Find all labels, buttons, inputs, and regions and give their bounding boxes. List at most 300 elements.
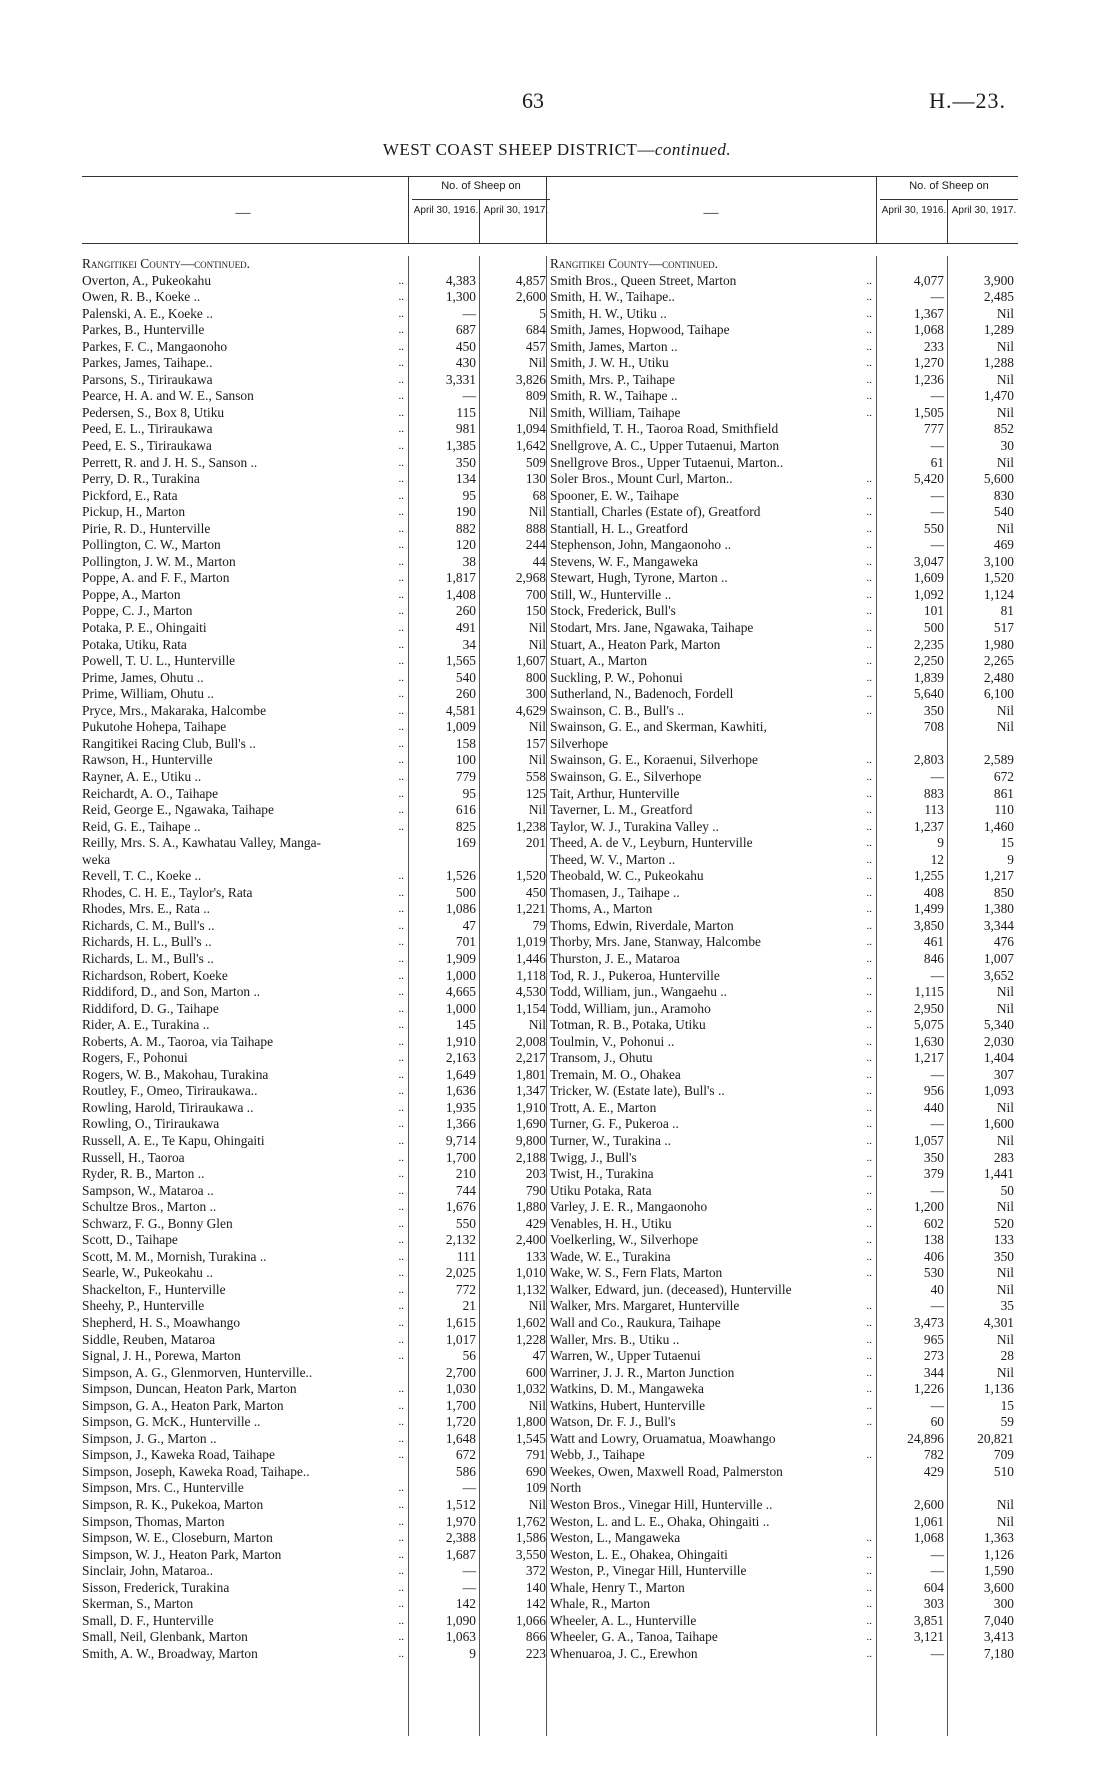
leader-dots: .. bbox=[398, 1118, 404, 1131]
sheep-1916: 3,473 bbox=[913, 1315, 944, 1330]
table-row bbox=[550, 802, 1018, 819]
sheep-1916: 779 bbox=[455, 768, 476, 784]
table-row bbox=[82, 471, 550, 488]
sheep-1916: — bbox=[930, 1645, 944, 1661]
table-row bbox=[82, 603, 550, 620]
leader-dots: .. bbox=[866, 1598, 872, 1611]
sheep-1917: 1,228 bbox=[515, 1331, 546, 1347]
owner-name: Swainson, G. E., Silverhope bbox=[550, 768, 702, 784]
sheep-1917: Nil bbox=[996, 1099, 1014, 1115]
sheep-1917: 125 bbox=[525, 785, 546, 801]
leader-dots: .. bbox=[398, 1283, 404, 1296]
sheep-1917: 1,288 bbox=[983, 355, 1014, 371]
leader-dots: .. bbox=[398, 1085, 404, 1098]
sheep-1917: 81 bbox=[1000, 603, 1014, 619]
owner-name: Reichardt, A. O., Taihape bbox=[82, 785, 219, 801]
sheep-1917: 457 bbox=[525, 338, 546, 354]
leader-dots: .. bbox=[866, 1035, 872, 1048]
leader-dots: .. bbox=[866, 489, 872, 502]
leader-dots: .. bbox=[866, 936, 872, 949]
owner-name: Simpson, Joseph, Kaweka Road, Taihape.. bbox=[82, 1463, 310, 1479]
owner-name: Pryce, Mrs., Makaraka, Halcombe bbox=[82, 702, 267, 718]
owner-name: Webb, J., Taihape bbox=[550, 1447, 645, 1463]
table-row bbox=[82, 1547, 550, 1564]
leader-dots: .. bbox=[866, 952, 872, 965]
sheep-1916: 430 bbox=[455, 355, 476, 371]
leader-dots: .. bbox=[398, 986, 404, 999]
table-row bbox=[82, 1017, 550, 1034]
owner-name: Snellgrove Bros., Upper Tutaenui, Marton.. bbox=[550, 454, 784, 470]
leader-dots: .. bbox=[398, 1300, 404, 1313]
sheep-1917: 672 bbox=[993, 768, 1014, 784]
table-row bbox=[82, 835, 550, 852]
sheep-1917: 283 bbox=[993, 1149, 1014, 1165]
sheep-1917: 1,642 bbox=[515, 438, 546, 454]
column-divider bbox=[947, 199, 948, 243]
owner-name: Simpson, Thomas, Marton bbox=[82, 1513, 225, 1529]
sheep-1916: 429 bbox=[923, 1463, 944, 1479]
sheep-1916: 134 bbox=[455, 471, 476, 487]
owner-name: Smith, James, Hopwood, Taihape bbox=[550, 322, 730, 338]
leader-dots: .. bbox=[398, 1532, 404, 1545]
table-row bbox=[82, 769, 550, 786]
table-row bbox=[550, 637, 1018, 654]
table-row bbox=[82, 819, 550, 836]
leader-dots: .. bbox=[398, 820, 404, 833]
table-row bbox=[82, 984, 550, 1001]
owner-name: Potaka, P. E., Ohingaiti bbox=[82, 620, 207, 636]
owner-name: Pickford, E., Rata bbox=[82, 487, 178, 503]
sheep-1917: 1,446 bbox=[515, 950, 546, 966]
owner-name: Watkins, D. M., Mangaweka bbox=[550, 1381, 704, 1397]
leader-dots: .. bbox=[866, 1548, 872, 1561]
sheep-1917: 690 bbox=[525, 1463, 546, 1479]
table-row bbox=[82, 1183, 550, 1200]
sheep-1917: 809 bbox=[525, 388, 546, 404]
table-row bbox=[82, 1447, 550, 1464]
sheep-1917: 79 bbox=[532, 917, 546, 933]
owner-name: Watson, Dr. F. J., Bull's bbox=[550, 1414, 676, 1430]
leader-dots: .. bbox=[866, 1019, 872, 1032]
sheep-1917: 540 bbox=[993, 504, 1014, 520]
sheep-1916: 602 bbox=[923, 1215, 944, 1231]
sheep-1916: 1,526 bbox=[445, 868, 476, 884]
owner-name: Warren, W., Upper Tutaenui bbox=[550, 1348, 701, 1364]
sheep-1917: Nil bbox=[996, 1265, 1014, 1281]
sheep-1917: Nil bbox=[528, 1017, 546, 1033]
owner-name: Rawson, H., Hunterville bbox=[82, 752, 213, 768]
sheep-1917: 852 bbox=[993, 421, 1014, 437]
leader-dots: .. bbox=[866, 1101, 872, 1114]
sheep-1916: 1,609 bbox=[913, 570, 944, 586]
table-row bbox=[550, 686, 1018, 703]
sheep-1916: 965 bbox=[923, 1331, 944, 1347]
owner-name: Venables, H. H., Utiku bbox=[550, 1215, 672, 1231]
sheep-1917: Nil bbox=[528, 504, 546, 520]
sheep-1916: 846 bbox=[923, 950, 944, 966]
owner-name: Taverner, L. M., Greatford bbox=[550, 802, 693, 818]
sheep-1916: 1,200 bbox=[913, 1199, 944, 1215]
leader-dots: .. bbox=[866, 539, 872, 552]
column-divider bbox=[479, 199, 480, 243]
owner-name: Rangitikei County—continued. bbox=[82, 256, 250, 271]
sheep-1917: 2,600 bbox=[515, 289, 546, 305]
owner-name: Poppe, A., Marton bbox=[82, 586, 181, 602]
leader-dots: .. bbox=[398, 754, 404, 767]
leader-dots: .. bbox=[866, 390, 872, 403]
leader-dots: .. bbox=[398, 886, 404, 899]
owner-name: Thoms, Edwin, Riverdale, Marton bbox=[550, 917, 734, 933]
sheep-1917: 684 bbox=[525, 322, 546, 338]
leader-dots: .. bbox=[866, 820, 872, 833]
leader-dots: .. bbox=[866, 1647, 872, 1660]
leader-dots: .. bbox=[866, 1581, 872, 1594]
leader-dots: .. bbox=[398, 1399, 404, 1412]
table-row bbox=[550, 471, 1018, 488]
sheep-1916: 1,300 bbox=[445, 289, 476, 305]
table-row bbox=[82, 719, 550, 736]
sheep-1916: 273 bbox=[923, 1348, 944, 1364]
sheep-1917: 1,136 bbox=[983, 1381, 1014, 1397]
page-header bbox=[0, 88, 1114, 118]
sheep-1916: 4,077 bbox=[913, 272, 944, 288]
leader-dots: .. bbox=[866, 903, 872, 916]
leader-dots: .. bbox=[866, 1317, 872, 1329]
document-reference: H.—23. bbox=[929, 88, 1006, 113]
table-row bbox=[82, 934, 550, 951]
owner-name: Sampson, W., Mataroa .. bbox=[82, 1182, 214, 1198]
sheep-1916: 408 bbox=[923, 884, 944, 900]
leader-dots: .. bbox=[866, 1118, 872, 1131]
table-row bbox=[550, 1166, 1018, 1183]
sheep-1916: — bbox=[930, 487, 944, 503]
table-row bbox=[82, 786, 550, 803]
leader-dots: .. bbox=[398, 1101, 404, 1114]
owner-name: Schultze Bros., Marton .. bbox=[82, 1199, 217, 1215]
leader-dots: .. bbox=[398, 340, 404, 353]
sheep-1916: 687 bbox=[455, 322, 476, 338]
owner-name: Watkins, Hubert, Hunterville bbox=[550, 1397, 706, 1413]
sheep-1916: 1,236 bbox=[913, 371, 944, 387]
table-row bbox=[550, 554, 1018, 571]
leader-dots: .. bbox=[866, 1250, 872, 1263]
owner-name: Stantiall, Charles (Estate of), Greatford bbox=[550, 504, 761, 520]
sheep-1917: Nil bbox=[996, 371, 1014, 387]
leader-dots: .. bbox=[866, 274, 872, 287]
table-row bbox=[550, 587, 1018, 604]
sheep-1917: 28 bbox=[1000, 1348, 1014, 1364]
owner-name: Russell, H., Taoroa bbox=[82, 1149, 185, 1165]
sheep-1916: 2,950 bbox=[913, 1000, 944, 1016]
sheep-1917: 1,363 bbox=[983, 1530, 1014, 1546]
sheep-1916: 113 bbox=[924, 802, 944, 818]
sheep-1916: 9 bbox=[937, 835, 944, 851]
owner-name: Overton, A., Pukeokahu bbox=[82, 272, 212, 288]
sheep-1916: 38 bbox=[462, 553, 476, 569]
sheep-1916: 120 bbox=[455, 537, 476, 553]
table-row bbox=[82, 339, 550, 356]
leader-dots: .. bbox=[398, 1515, 404, 1528]
owner-name: Pedersen, S., Box 8, Utiku bbox=[82, 404, 225, 420]
sheep-1917: 1,800 bbox=[515, 1414, 546, 1430]
table-row bbox=[82, 1067, 550, 1084]
table-row bbox=[550, 1315, 1018, 1332]
sheep-1916: 24,896 bbox=[907, 1430, 944, 1446]
owner-name: Stock, Frederick, Bull's bbox=[550, 603, 676, 619]
table-row bbox=[550, 951, 1018, 968]
table-row bbox=[550, 438, 1018, 455]
sheep-1916: 540 bbox=[455, 669, 476, 685]
owner-name: Totman, R. B., Potaka, Utiku bbox=[550, 1017, 706, 1033]
sheep-1916: 1,092 bbox=[913, 586, 944, 602]
sheep-1917: 307 bbox=[993, 1066, 1014, 1082]
sheep-1917: Nil bbox=[528, 404, 546, 420]
leader-dots: .. bbox=[398, 1052, 404, 1065]
table-row bbox=[550, 1580, 1018, 1597]
sheep-1917: 2,968 bbox=[515, 570, 546, 586]
sheep-1916: 190 bbox=[455, 504, 476, 520]
sheep-1916: 530 bbox=[923, 1265, 944, 1281]
sheep-1916: 1,237 bbox=[913, 818, 944, 834]
leader-dots: .. bbox=[398, 473, 404, 486]
table-row bbox=[550, 1447, 1018, 1464]
owner-name: Twist, H., Turakina bbox=[550, 1166, 654, 1182]
owner-name: Stuart, A., Heaton Park, Marton bbox=[550, 636, 721, 652]
table-row bbox=[82, 752, 550, 769]
sheep-1916: 500 bbox=[455, 884, 476, 900]
sheep-1916: 5,420 bbox=[913, 471, 944, 487]
owner-name: Rowling, Harold, Tiriraukawa .. bbox=[82, 1099, 254, 1115]
sheep-1916: — bbox=[930, 504, 944, 520]
leader-dots: .. bbox=[398, 952, 404, 965]
table-row bbox=[550, 868, 1018, 885]
sheep-1916: 1,063 bbox=[445, 1629, 476, 1645]
sheep-1917: 2,188 bbox=[515, 1149, 546, 1165]
sheep-1917: Nil bbox=[996, 1497, 1014, 1513]
owner-name: Thorby, Mrs. Jane, Stanway, Halcombe bbox=[550, 934, 761, 950]
owner-name: Reid, G. E., Taihape .. bbox=[82, 818, 201, 834]
sheep-1916: 1,270 bbox=[913, 355, 944, 371]
sheep-1916: 100 bbox=[455, 752, 476, 768]
sheep-1917: 5,600 bbox=[983, 471, 1014, 487]
sheep-1917: 1,801 bbox=[515, 1066, 546, 1082]
sheep-1916: 1,115 bbox=[914, 984, 944, 1000]
sheep-1917: 35 bbox=[1000, 1298, 1014, 1314]
sheep-1917: 1,545 bbox=[515, 1430, 546, 1446]
leader-dots: .. bbox=[866, 522, 872, 535]
section-heading bbox=[82, 256, 550, 273]
sheep-1917: 800 bbox=[525, 669, 546, 685]
leader-dots: .. bbox=[866, 1565, 872, 1578]
sheep-1917: 9 bbox=[1007, 851, 1014, 867]
table-row bbox=[550, 455, 1018, 472]
leader-dots: .. bbox=[866, 1151, 872, 1164]
sheep-1917: 1,520 bbox=[983, 570, 1014, 586]
leader-dots: .. bbox=[398, 655, 404, 668]
sheep-1917: 1,460 bbox=[983, 818, 1014, 834]
sheep-1917: 1,520 bbox=[515, 868, 546, 884]
owner-name: Varley, J. E. R., Mangaonoho bbox=[550, 1199, 708, 1215]
table-header bbox=[550, 176, 1018, 244]
sheep-1917: 4,301 bbox=[983, 1315, 1014, 1330]
sheep-1917: 203 bbox=[525, 1166, 546, 1182]
sheep-1916: 350 bbox=[923, 1149, 944, 1165]
owner-name: Riddiford, D. G., Taihape bbox=[82, 1000, 219, 1016]
leader-dots: .. bbox=[866, 473, 872, 486]
table-row bbox=[550, 1596, 1018, 1613]
owner-name: Parsons, S., Tiriraukawa bbox=[82, 371, 213, 387]
sheep-1917: 888 bbox=[525, 520, 546, 536]
sheep-1917: 1,880 bbox=[515, 1199, 546, 1215]
sheep-1916: 1,086 bbox=[445, 901, 476, 917]
sheep-1917: 5 bbox=[539, 305, 546, 321]
leader-dots: .. bbox=[398, 1499, 404, 1512]
sheep-1916: 586 bbox=[455, 1463, 476, 1479]
owner-name: Taylor, W. J., Turakina Valley .. bbox=[550, 818, 720, 834]
sheep-1917: 1,470 bbox=[983, 388, 1014, 404]
sheep-1916: 604 bbox=[923, 1579, 944, 1595]
table-row bbox=[82, 1431, 550, 1448]
table-row bbox=[550, 769, 1018, 786]
sheep-1916: 1,676 bbox=[445, 1199, 476, 1215]
sheep-1916: 260 bbox=[455, 686, 476, 702]
table-row bbox=[82, 388, 550, 405]
table-row bbox=[550, 1116, 1018, 1133]
sheep-1916: 56 bbox=[462, 1348, 476, 1364]
table-row bbox=[82, 852, 550, 869]
sheep-1916: 350 bbox=[455, 454, 476, 470]
leader-dots: .. bbox=[398, 324, 404, 337]
owner-name: Wade, W. E., Turakina bbox=[550, 1248, 671, 1264]
owner-name: Rowling, O., Tiriraukawa bbox=[82, 1116, 220, 1132]
table-row bbox=[82, 1580, 550, 1597]
table-row bbox=[82, 421, 550, 438]
owner-name: Simpson, G. A., Heaton Park, Marton bbox=[82, 1397, 284, 1413]
leader-dots: .. bbox=[398, 870, 404, 883]
sheep-1917: 3,600 bbox=[983, 1579, 1014, 1595]
sheep-1916: 210 bbox=[455, 1166, 476, 1182]
sheep-1917: 3,344 bbox=[983, 917, 1014, 933]
sheep-1917: 2,589 bbox=[983, 752, 1014, 768]
table-row bbox=[550, 603, 1018, 620]
leader-dots: .. bbox=[398, 1217, 404, 1230]
sheep-1917: 791 bbox=[525, 1447, 546, 1463]
table-row bbox=[550, 1381, 1018, 1398]
table-row bbox=[550, 901, 1018, 918]
owner-name: Simpson, W. J., Heaton Park, Marton bbox=[82, 1546, 282, 1562]
owner-name: Theed, W. V., Marton .. bbox=[550, 851, 676, 867]
leader-dots: .. bbox=[398, 1201, 404, 1214]
sheep-1917: 59 bbox=[1000, 1414, 1014, 1430]
sheep-1916: 1,000 bbox=[445, 1000, 476, 1016]
leader-dots: .. bbox=[398, 1333, 404, 1346]
table-row bbox=[82, 273, 550, 290]
table-row bbox=[82, 1265, 550, 1282]
table-row bbox=[82, 438, 550, 455]
sheep-1917: 1,019 bbox=[515, 934, 546, 950]
sheep-1917: 4,530 bbox=[515, 984, 546, 1000]
table-row bbox=[82, 587, 550, 604]
sheep-1916: 1,057 bbox=[913, 1132, 944, 1148]
sheep-1917: 476 bbox=[993, 934, 1014, 950]
year-1916-header: April 30, 1916. bbox=[413, 205, 479, 216]
owner-name: Walker, Edward, jun. (deceased), Hunterville bbox=[550, 1281, 792, 1297]
table-row bbox=[82, 1199, 550, 1216]
sheep-1917: 1,118 bbox=[516, 967, 546, 983]
owner-name: Smith, R. W., Taihape .. bbox=[550, 388, 678, 404]
table-row bbox=[550, 1365, 1018, 1382]
owner-name: Peed, E. S., Tiriraukawa bbox=[82, 438, 212, 454]
table-row bbox=[550, 968, 1018, 985]
group-rule bbox=[880, 199, 1018, 200]
leader-dots: .. bbox=[866, 704, 872, 717]
owner-name: Tricker, W. (Estate late), Bull's .. bbox=[550, 1083, 725, 1099]
sheep-1916: 1,700 bbox=[445, 1397, 476, 1413]
sheep-1916: 1,615 bbox=[445, 1315, 476, 1330]
column-divider bbox=[876, 177, 877, 243]
table-row bbox=[550, 885, 1018, 902]
sheep-1916: 1,090 bbox=[445, 1612, 476, 1628]
sheep-1916: 158 bbox=[455, 735, 476, 751]
leader-dots: .. bbox=[398, 390, 404, 403]
table-row bbox=[550, 819, 1018, 836]
table-row bbox=[550, 273, 1018, 290]
owner-name: Scott, D., Taihape bbox=[82, 1232, 178, 1248]
leader-dots: .. bbox=[866, 770, 872, 783]
table-row bbox=[82, 455, 550, 472]
leader-dots: .. bbox=[866, 671, 872, 684]
leader-dots: .. bbox=[398, 721, 404, 734]
table-row bbox=[82, 322, 550, 339]
sheep-1916: 981 bbox=[455, 421, 476, 437]
leader-dots: .. bbox=[866, 1383, 872, 1396]
owner-name: weka bbox=[82, 851, 111, 867]
table-row bbox=[82, 1497, 550, 1514]
leader-dots: .. bbox=[398, 704, 404, 717]
table-divider bbox=[546, 177, 547, 243]
sheep-1916: 1,636 bbox=[445, 1083, 476, 1099]
sheep-1916: 550 bbox=[455, 1215, 476, 1231]
leader-dots: .. bbox=[398, 1383, 404, 1396]
owner-name: Stevens, W. F., Mangaweka bbox=[550, 553, 699, 569]
leader-dots: .. bbox=[398, 274, 404, 287]
sheep-1917: 700 bbox=[525, 586, 546, 602]
leader-dots: .. bbox=[866, 1201, 872, 1214]
sheep-1916: 1,366 bbox=[445, 1116, 476, 1132]
sheep-1917: 1,404 bbox=[983, 1050, 1014, 1066]
leader-dots: .. bbox=[866, 919, 872, 932]
leader-dots: .. bbox=[398, 572, 404, 585]
table-row bbox=[82, 1249, 550, 1266]
owner-name: Tremain, M. O., Ohakea bbox=[550, 1066, 681, 1082]
sheep-1917: 520 bbox=[993, 1215, 1014, 1231]
sheep-1916: 2,235 bbox=[913, 636, 944, 652]
sheep-1916: 461 bbox=[923, 934, 944, 950]
sheep-1916: 1,839 bbox=[913, 669, 944, 685]
sheep-1916: 4,581 bbox=[445, 702, 476, 718]
table-row bbox=[550, 1265, 1018, 1282]
owner-name: Routley, F., Omeo, Tiriraukawa.. bbox=[82, 1083, 258, 1099]
sheep-1916: 3,121 bbox=[913, 1629, 944, 1645]
owner-name: Still, W., Hunterville .. bbox=[550, 586, 672, 602]
owner-name: Scott, M. M., Mornish, Turakina .. bbox=[82, 1248, 267, 1264]
owner-name: Spooner, E. W., Taihape bbox=[550, 487, 679, 503]
sheep-1917: 1,238 bbox=[515, 818, 546, 834]
leader-dots: .. bbox=[866, 1631, 872, 1644]
sheep-1916: 138 bbox=[923, 1232, 944, 1248]
owner-name: Turner, W., Turakina .. bbox=[550, 1132, 671, 1148]
sheep-1917: 866 bbox=[525, 1629, 546, 1645]
